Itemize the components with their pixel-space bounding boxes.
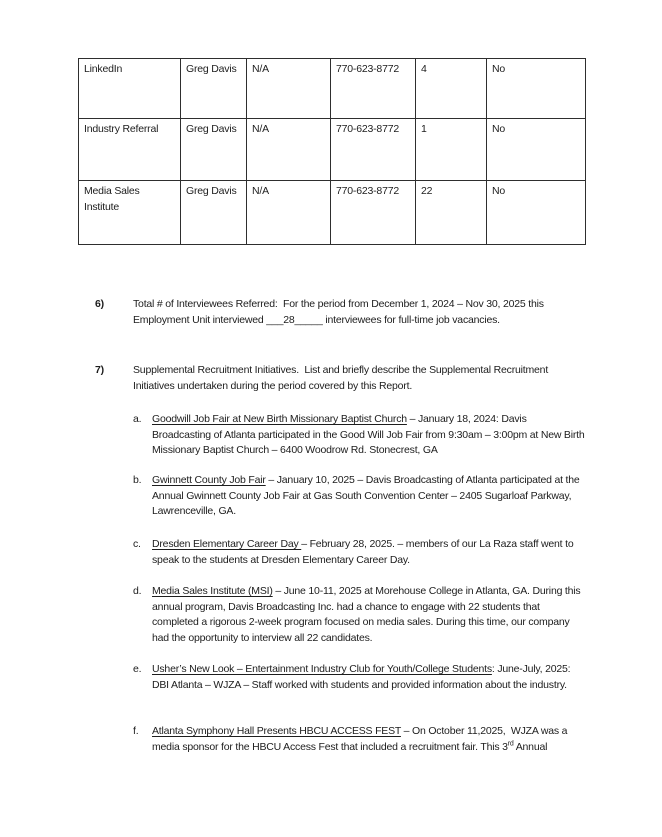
sub-item-letter: f.: [133, 725, 139, 737]
sub-item-title: Atlanta Symphony Hall Presents HBCU ACCESS FEST: [152, 725, 401, 737]
sub-item-superscript: rd: [507, 740, 514, 748]
item-6-interviewees-referred: [95, 297, 588, 328]
sub-item-body-continued: Annual: [513, 740, 548, 753]
table-cell-count: 4: [416, 59, 487, 119]
sub-item-body: – June 10-11, 2025 at Morehouse College in Atlanta, GA. During this annual program, Davis Broadcasting Inc. had a chance to engage with 22 students that completed a rigorous 2-week program focused on media sales. During this time, our company had the opportunity to interview all 22 candidates.: [152, 585, 584, 644]
sub-item-title: Goodwill Job Fair at New Birth Missionary Baptist Church: [152, 413, 407, 425]
table-cell-contact: Greg Davis: [181, 119, 247, 181]
sub-item-letter: d.: [133, 585, 142, 597]
sub-item-body: – January 18, 2024: Davis Broadcasting of Atlanta participated in the Good Will Job Fair from 9:30am – 3:00pm at New Birth Missionary Baptist Church – 6400 Woodrow Rd. Stonecrest, GA: [152, 413, 588, 457]
table-cell-flag: No: [487, 119, 586, 181]
sub-item-d-media-sales-institute: [133, 584, 588, 646]
item-number: 6): [95, 298, 104, 310]
item-text: Supplemental Recruitment Initiatives. List and briefly describe the Supplemental Recruitment Initiatives undertaken during the period covered by this Report.: [133, 364, 551, 392]
table-cell-source: LinkedIn: [79, 59, 181, 119]
table-cell-contact: Greg Davis: [181, 181, 247, 245]
table-cell-flag: No: [487, 181, 586, 245]
sub-item-letter: c.: [133, 538, 141, 550]
table-cell-count: 22: [416, 181, 487, 245]
sub-item-title: Usher’s New Look – Entertainment Industry Club for Youth/College Students: [152, 663, 492, 675]
table-cell-source: Industry Referral: [79, 119, 181, 181]
sub-item-body: : June-July, 2025: DBI Atlanta – WJZA – Staff worked with students and provided information about the industry.: [152, 663, 574, 691]
sub-item-text: [152, 473, 588, 520]
table-cell-contact: Greg Davis: [181, 59, 247, 119]
sub-item-e-ushers-new-look: [133, 662, 588, 693]
sub-item-text: [152, 662, 588, 693]
table-cell-phone: 770-623-8772: [331, 59, 416, 119]
sub-item-text: [152, 537, 588, 568]
sub-item-text: [152, 724, 588, 755]
table-cell-count: 1: [416, 119, 487, 181]
table-cell-na: N/A: [247, 119, 331, 181]
sub-item-title: Gwinnett County Job Fair: [152, 474, 266, 486]
sub-item-body: – February 28, 2025. – members of our La Raza staff went to speak to the students at Dresden Elementary Career Day.: [152, 538, 577, 566]
item-text: Total # of Interviewees Referred: For the period from December 1, 2024 – Nov 30, 2025 this Employment Unit interviewed ___28_____ interviewees for full-time job vacancies.: [133, 298, 547, 326]
table-cell-phone: 770-623-8772: [331, 181, 416, 245]
sub-item-body: – On October 11,2025, WJZA was a media sponsor for the HBCU Access Fest that included a recruitment fair. This 3: [152, 725, 570, 753]
sub-item-letter: b.: [133, 474, 142, 486]
sub-item-f-hbcu-access-fest: [133, 724, 588, 755]
table-cell-na: N/A: [247, 59, 331, 119]
recruitment-source-table: [78, 58, 586, 245]
table-row: [79, 119, 586, 181]
sub-item-text: [152, 584, 588, 646]
sub-item-letter: a.: [133, 413, 142, 425]
sub-item-b-gwinnett-county-job-fair: [133, 473, 588, 520]
item-number: 7): [95, 364, 104, 376]
sub-item-letter: e.: [133, 663, 142, 675]
sub-item-title: Dresden Elementary Career Day: [152, 538, 302, 550]
table-cell-source: Media Sales Institute: [79, 181, 181, 245]
sub-item-text: [152, 412, 588, 459]
table-cell-na: N/A: [247, 181, 331, 245]
table-cell-flag: No: [487, 59, 586, 119]
sub-item-c-dresden-career-day: [133, 537, 588, 568]
table-row: [79, 181, 586, 245]
table-row: [79, 59, 586, 119]
table-cell-phone: 770-623-8772: [331, 119, 416, 181]
sub-item-body: – January 10, 2025 – Davis Broadcasting of Atlanta participated at the Annual Gwinnett County Job Fair at Gas South Convention Center – 2405 Sugarloaf Parkway, Lawrenceville, GA.: [152, 474, 582, 518]
sub-item-title: Media Sales Institute (MSI): [152, 585, 273, 597]
item-7-supplemental-initiatives: [95, 363, 588, 394]
sub-item-a-goodwill-job-fair: [133, 412, 588, 459]
